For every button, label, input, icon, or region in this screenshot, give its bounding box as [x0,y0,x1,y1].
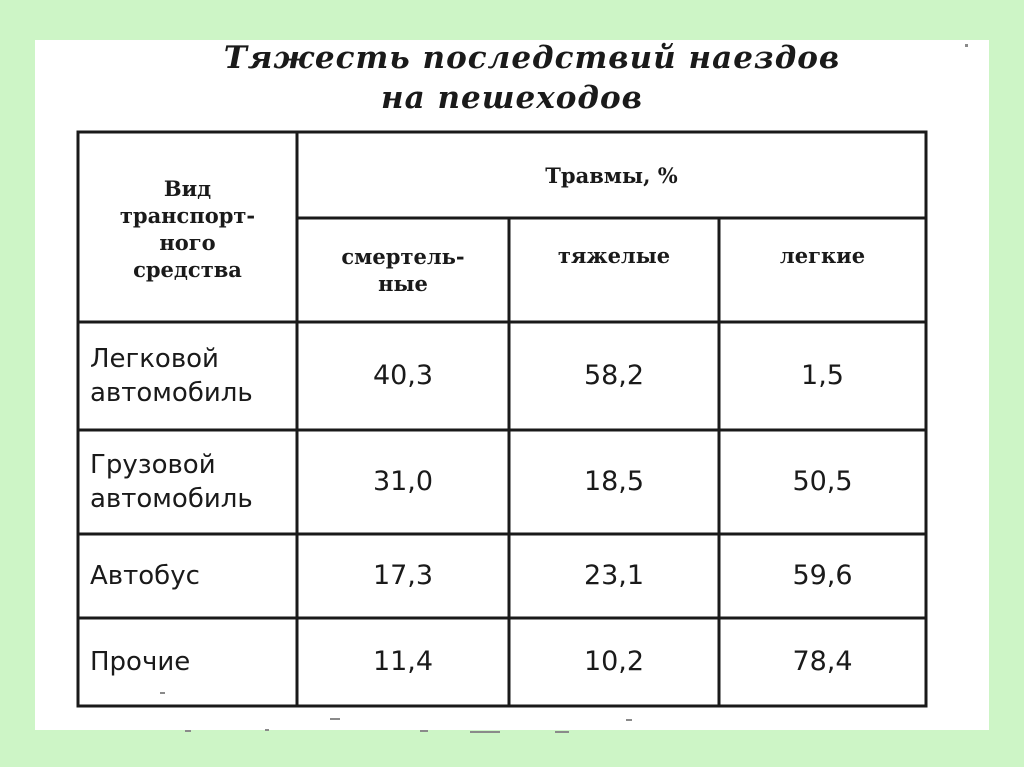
cell-bus-severe: 23,1 [583,560,645,591]
cell-car-severe: 58,2 [583,360,645,391]
title-line-2: на пешеходов [380,80,643,116]
cell-car-light: 1,5 [801,360,844,391]
cell-truck-light: 50,5 [792,466,853,497]
row-name-other: Прочие [90,647,191,677]
column-header-light: легкие [779,242,866,268]
column-header-severe: тяжелые [557,242,671,268]
group-header: Травмы, % [545,162,678,188]
cell-other-light: 78,4 [792,646,853,677]
title-line-1: Тяжесть последствий наездов [223,40,841,76]
cell-other-fatal: 11,4 [372,646,434,677]
cell-other-severe: 10,2 [583,646,645,677]
column-header-fatal: смертель- ные [341,244,465,296]
cell-bus-light: 59,6 [792,560,853,591]
row-name-truck: Грузовой автомобиль [90,450,253,514]
cell-car-fatal: 40,3 [372,360,434,391]
cell-bus-fatal: 17,3 [372,560,434,591]
cell-truck-fatal: 31,0 [372,466,434,497]
cell-truck-severe: 18,5 [583,466,645,497]
row-name-car: Легковой автомобиль [90,344,253,408]
row-name-bus: Автобус [90,561,200,591]
corner-header: Вид транспорт- ного средства [119,176,256,282]
